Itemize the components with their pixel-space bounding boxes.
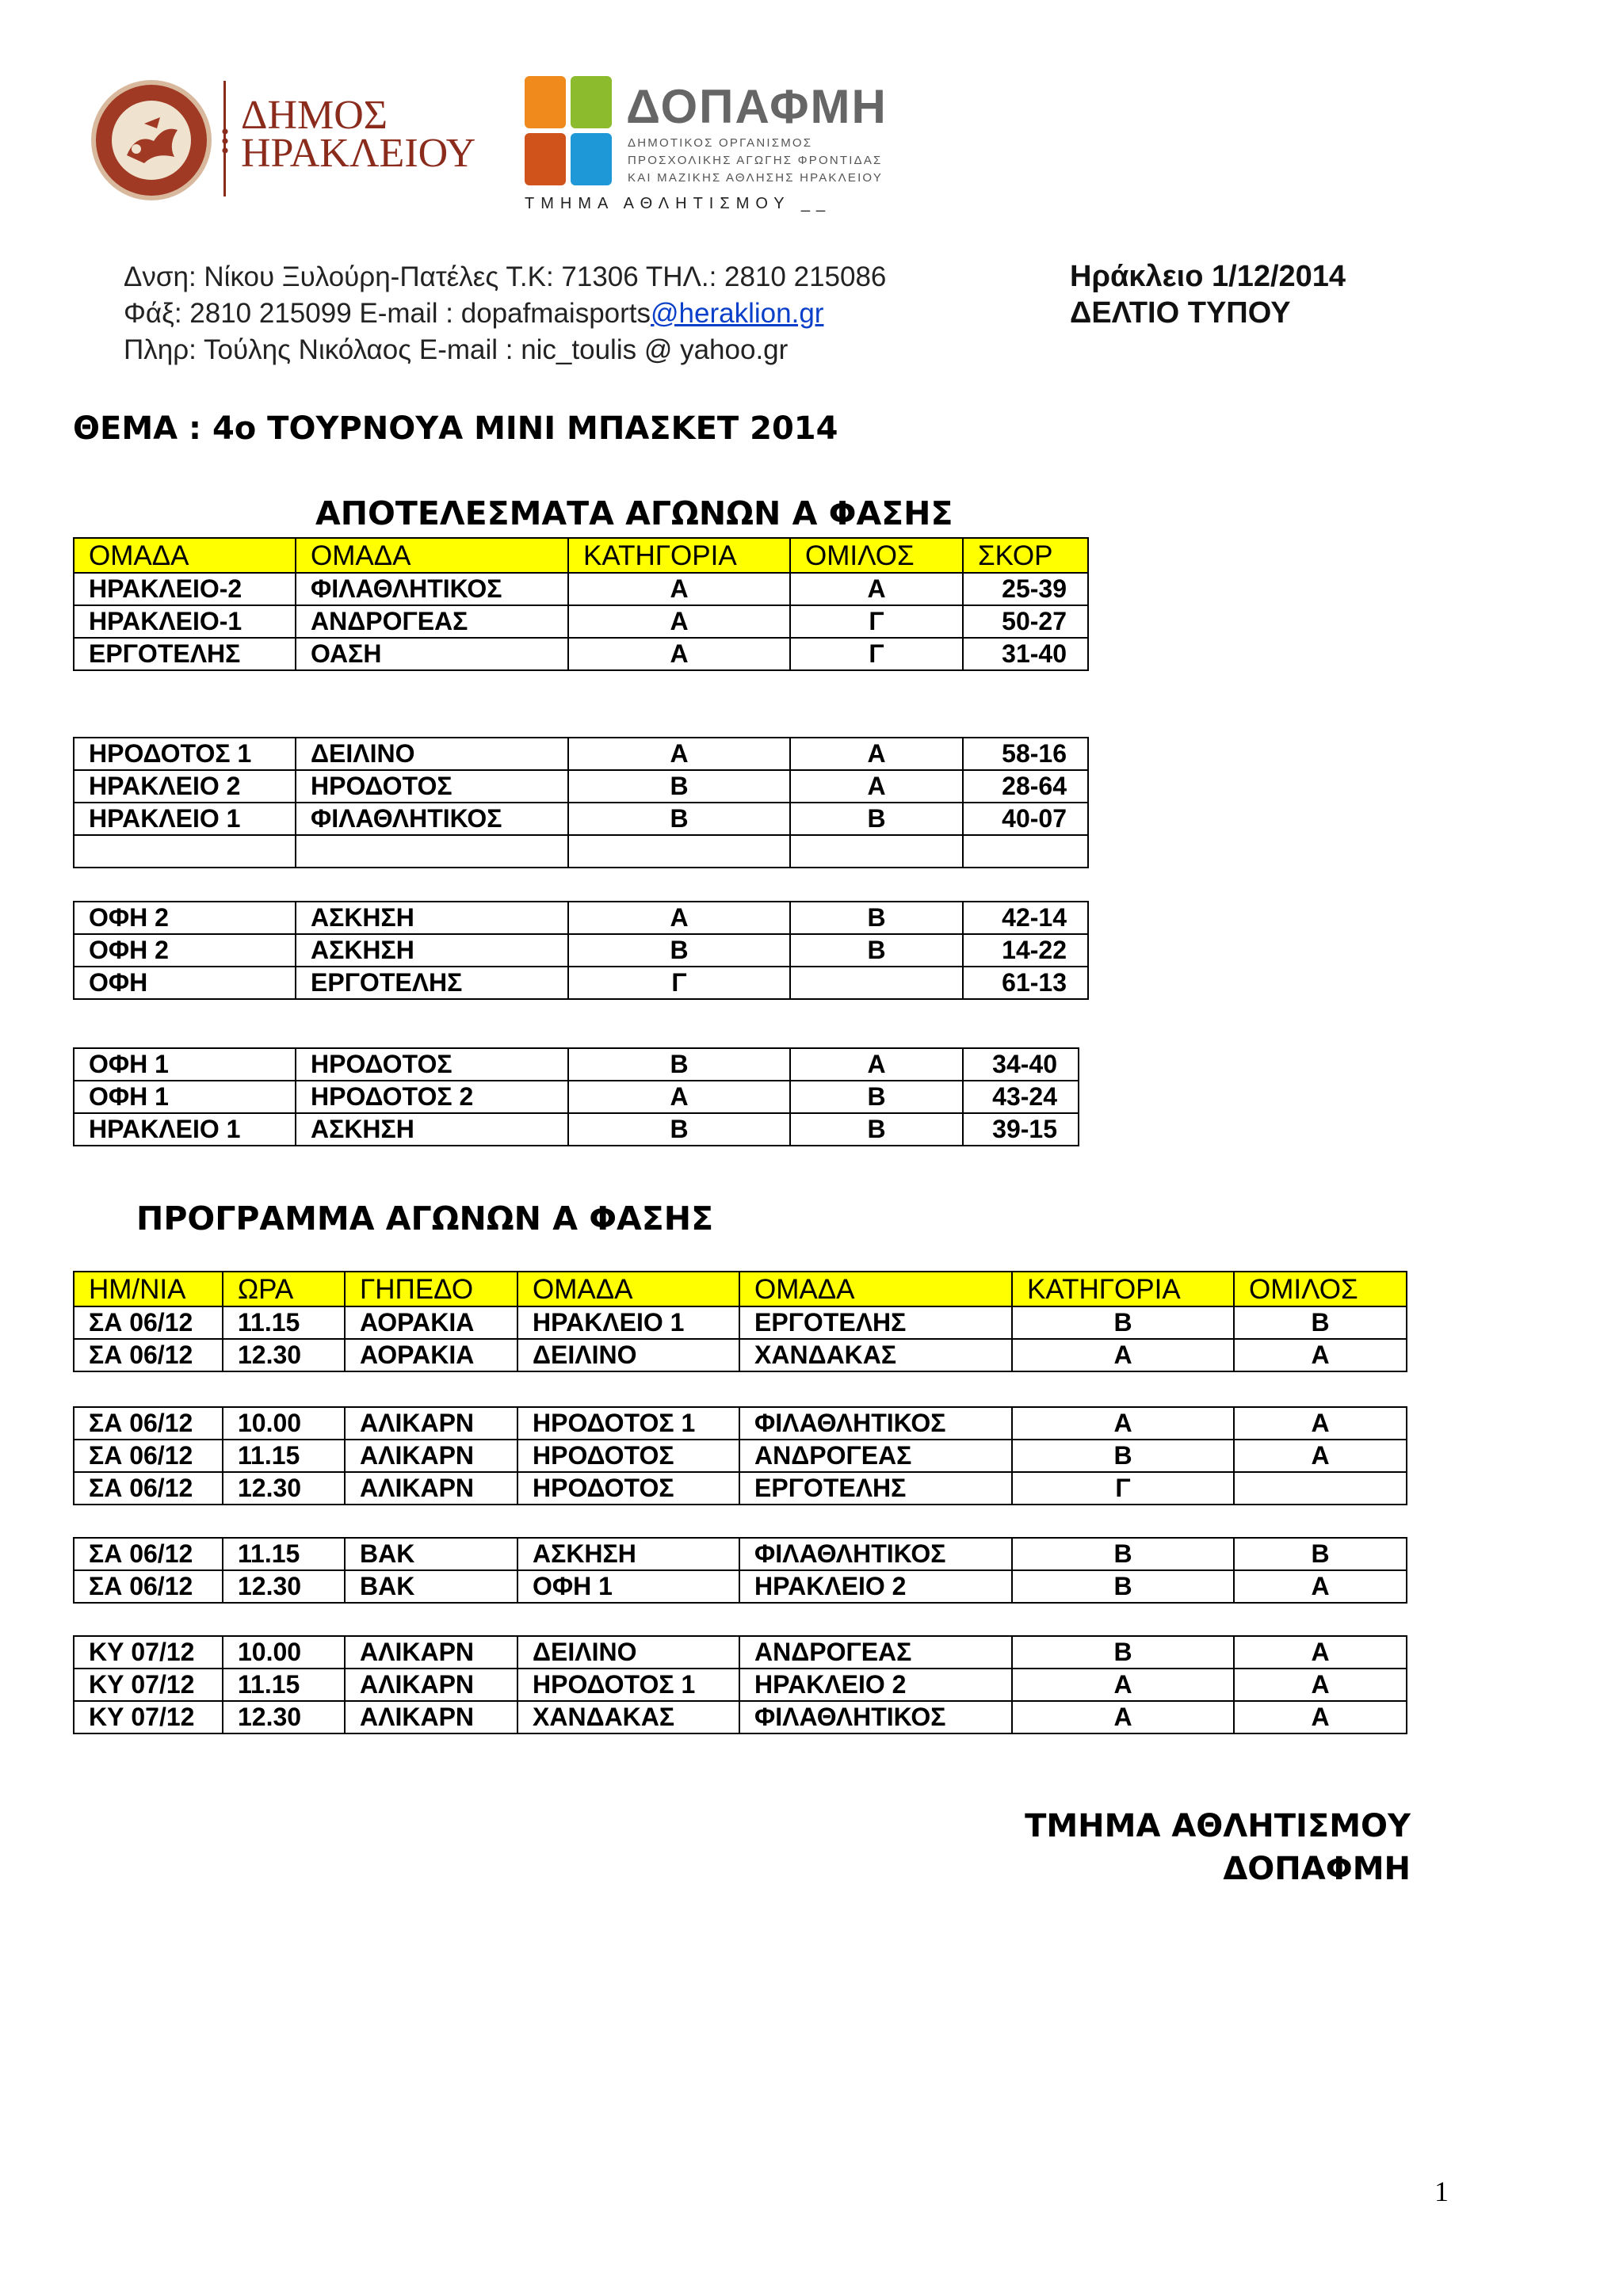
schedule-row-cell: Α bbox=[1234, 1339, 1407, 1371]
result-row-cell: ΟΦΗ bbox=[74, 967, 296, 999]
schedule-row-cell: ΑΟΡΑΚΙΑ bbox=[345, 1339, 517, 1371]
schedule-title: ΠΡΟΓΡΑΜΜΑ ΑΓΩΝΩΝ Α ΦΑΣΗΣ bbox=[136, 1199, 714, 1238]
schedule-row-cell: 12.30 bbox=[223, 1701, 345, 1733]
schedule-row bbox=[74, 1407, 1407, 1440]
header-date: ΗΜ/ΝΙΑ bbox=[74, 1272, 223, 1306]
schedule-row-cell: ΣΑ 06/12 bbox=[74, 1306, 223, 1339]
header-team-2: ΟΜΑΔΑ bbox=[296, 538, 568, 573]
header-group: ΟΜΙΛΟΣ bbox=[1234, 1272, 1407, 1306]
result-row-cell: 31-40 bbox=[963, 638, 1088, 670]
schedule-row-cell: ΗΡΟΔΟΤΟΣ 1 bbox=[517, 1407, 739, 1440]
result-row bbox=[74, 770, 1088, 803]
result-row-cell: 61-13 bbox=[963, 967, 1088, 999]
schedule-row-cell: Α bbox=[1234, 1701, 1407, 1733]
schedule-row-cell: ΚΥ 07/12 bbox=[74, 1636, 223, 1669]
result-row-cell: Α bbox=[790, 1048, 963, 1081]
result-row bbox=[74, 1113, 1079, 1146]
result-row-cell: ΑΣΚΗΣΗ bbox=[296, 902, 568, 934]
schedule-table-2-body bbox=[74, 1407, 1407, 1505]
result-row-cell: Α bbox=[568, 738, 790, 770]
schedule-row-cell: ΑΛΙΚΑΡΝ bbox=[345, 1636, 517, 1669]
schedule-row-cell: Α bbox=[1234, 1570, 1407, 1603]
result-row-cell: Β bbox=[568, 934, 790, 967]
result-row-cell: ΟΦΗ 1 bbox=[74, 1048, 296, 1081]
schedule-row-cell: 10.00 bbox=[223, 1636, 345, 1669]
schedule-row bbox=[74, 1669, 1407, 1701]
schedule-row-cell: ΚΥ 07/12 bbox=[74, 1701, 223, 1733]
result-row-cell bbox=[963, 835, 1088, 868]
result-row-cell bbox=[790, 835, 963, 868]
schedule-row-cell: ΔΕΙΛΙΝΟ bbox=[517, 1339, 739, 1371]
tile-runner-icon bbox=[525, 76, 566, 128]
result-row-cell: 40-07 bbox=[963, 803, 1088, 835]
schedule-row-cell: ΗΡΟΔΟΤΟΣ bbox=[517, 1440, 739, 1472]
result-row-cell: Α bbox=[568, 638, 790, 670]
schedule-row-cell: ΑΣΚΗΣΗ bbox=[517, 1538, 739, 1570]
schedule-row-cell: 10.00 bbox=[223, 1407, 345, 1440]
result-row bbox=[74, 573, 1088, 605]
schedule-row-cell: Α bbox=[1234, 1636, 1407, 1669]
result-row-cell: Β bbox=[568, 803, 790, 835]
result-row bbox=[74, 638, 1088, 670]
fax-email-text: Φάξ: 2810 215099 E-mail : dopafmaisports bbox=[124, 298, 651, 329]
results-table-2 bbox=[73, 737, 1089, 868]
dimos-dots bbox=[219, 127, 231, 154]
header-venue: ΓΗΠΕΔΟ bbox=[345, 1272, 517, 1306]
results-table-1 bbox=[73, 537, 1089, 671]
schedule-row-cell: ΑΛΙΚΑΡΝ bbox=[345, 1669, 517, 1701]
result-row-cell bbox=[568, 835, 790, 868]
result-row-cell: Α bbox=[790, 573, 963, 605]
result-row-cell: 39-15 bbox=[963, 1113, 1079, 1146]
result-row-cell: ΟΦΗ 2 bbox=[74, 902, 296, 934]
result-row-cell: ΦΙΛΑΘΛΗΤΙΚΟΣ bbox=[296, 573, 568, 605]
schedule-row bbox=[74, 1339, 1407, 1371]
results-table-4 bbox=[73, 1047, 1079, 1146]
result-row-cell: ΟΦΗ 1 bbox=[74, 1081, 296, 1113]
schedule-row-cell: ΑΛΙΚΑΡΝ bbox=[345, 1701, 517, 1733]
schedule-table-4 bbox=[73, 1635, 1407, 1734]
result-row-cell: 14-22 bbox=[963, 934, 1088, 967]
schedule-table-2 bbox=[73, 1406, 1407, 1505]
schedule-row-cell: Γ bbox=[1012, 1472, 1234, 1505]
schedule-row-cell: 12.30 bbox=[223, 1339, 345, 1371]
schedule-row-cell: 11.15 bbox=[223, 1538, 345, 1570]
result-row-cell: Γ bbox=[790, 638, 963, 670]
dopafmh-sub-2: ΠΡΟΣΧΟΛΙΚΗΣ ΑΓΩΓΗΣ ΦΡΟΝΤΙΔΑΣ bbox=[628, 154, 883, 167]
schedule-row bbox=[74, 1570, 1407, 1603]
header-category: ΚΑΤΗΓΟΡΙΑ bbox=[1012, 1272, 1234, 1306]
schedule-row-cell: ΣΑ 06/12 bbox=[74, 1440, 223, 1472]
result-row-cell: Β bbox=[568, 1113, 790, 1146]
tile-basketball-icon bbox=[525, 133, 566, 185]
result-row-cell: Γ bbox=[790, 605, 963, 638]
header-away-team: ΟΜΑΔΑ bbox=[739, 1272, 1012, 1306]
schedule-row-cell: ΣΑ 06/12 bbox=[74, 1538, 223, 1570]
header-time: ΩΡΑ bbox=[223, 1272, 345, 1306]
tile-football-icon bbox=[571, 133, 612, 185]
contact-line: Πληρ: Τούλης Νικόλαος E-mail : nic_toulis @ yahoo.gr bbox=[124, 334, 789, 365]
schedule-row-cell: ΗΡΑΚΛΕΙΟ 1 bbox=[517, 1306, 739, 1339]
dopafmh-sub-1: ΔΗΜΟΤΙΚΟΣ ΟΡΓΑΝΙΣΜΟΣ bbox=[628, 136, 813, 150]
schedule-row-cell: ΧΑΝΔΑΚΑΣ bbox=[739, 1339, 1012, 1371]
schedule-row-cell: ΑΛΙΚΑΡΝ bbox=[345, 1440, 517, 1472]
dopafmh-dept: ΤΜΗΜΑ ΑΘΛΗΤΙΣΜΟΥ __ bbox=[525, 195, 832, 212]
results-title: ΑΠΟΤΕΛΕΣΜΑΤΑ ΑΓΩΝΩΝ Α ΦΑΣΗΣ bbox=[315, 494, 953, 532]
result-row-cell: Γ bbox=[568, 967, 790, 999]
schedule-row-cell: 12.30 bbox=[223, 1472, 345, 1505]
result-row bbox=[74, 934, 1088, 967]
result-row-cell: ΑΣΚΗΣΗ bbox=[296, 1113, 568, 1146]
result-row bbox=[74, 738, 1088, 770]
schedule-row-cell: ΕΡΓΟΤΕΛΗΣ bbox=[739, 1306, 1012, 1339]
schedule-row-cell: ΑΟΡΑΚΙΑ bbox=[345, 1306, 517, 1339]
place-date: Ηράκλειο 1/12/2014 bbox=[1070, 260, 1346, 293]
schedule-row-cell: ΒΑΚ bbox=[345, 1570, 517, 1603]
schedule-row-cell: ΒΑΚ bbox=[345, 1538, 517, 1570]
header-home-team: ΟΜΑΔΑ bbox=[517, 1272, 739, 1306]
schedule-header-row bbox=[74, 1272, 1407, 1306]
schedule-row-cell bbox=[1234, 1472, 1407, 1505]
schedule-row-cell: Α bbox=[1012, 1701, 1234, 1733]
schedule-row-cell: Β bbox=[1012, 1306, 1234, 1339]
result-row-cell: ΗΡΑΚΛΕΙΟ 1 bbox=[74, 803, 296, 835]
schedule-row bbox=[74, 1701, 1407, 1733]
dimos-line-1: ΔΗΜΟΣ bbox=[241, 93, 388, 138]
result-row-cell: Β bbox=[568, 1048, 790, 1081]
schedule-row-cell: Α bbox=[1234, 1440, 1407, 1472]
result-row-cell: Β bbox=[790, 902, 963, 934]
dopafmh-logo bbox=[525, 76, 888, 219]
dopafmh-sub-3: ΚΑΙ ΜΑΖΙΚΗΣ ΑΘΛΗΣΗΣ ΗΡΑΚΛΕΙΟΥ bbox=[628, 171, 884, 185]
result-row-cell: Α bbox=[568, 605, 790, 638]
schedule-row-cell: ΗΡΟΔΟΤΟΣ 1 bbox=[517, 1669, 739, 1701]
schedule-row-cell: ΑΛΙΚΑΡΝ bbox=[345, 1472, 517, 1505]
result-row-cell: 43-24 bbox=[963, 1081, 1079, 1113]
result-row-cell: ΑΣΚΗΣΗ bbox=[296, 934, 568, 967]
dopafmh-name: ΔΟΠΑΦΜΗ bbox=[626, 80, 888, 133]
result-row-cell: ΗΡΑΚΛΕΙΟ 1 bbox=[74, 1113, 296, 1146]
schedule-row-cell: ΗΡΑΚΛΕΙΟ 2 bbox=[739, 1669, 1012, 1701]
result-row-cell: ΕΡΓΟΤΕΛΗΣ bbox=[296, 967, 568, 999]
schedule-row-cell: 11.15 bbox=[223, 1306, 345, 1339]
result-row-cell: Α bbox=[568, 1081, 790, 1113]
schedule-row-cell: Α bbox=[1234, 1669, 1407, 1701]
signature-organization: ΔΟΠΑΦΜΗ bbox=[1223, 1851, 1411, 1887]
schedule-table-1-body bbox=[74, 1272, 1407, 1371]
schedule-row-cell: ΕΡΓΟΤΕΛΗΣ bbox=[739, 1472, 1012, 1505]
result-row-cell: ΕΡΓΟΤΕΛΗΣ bbox=[74, 638, 296, 670]
results-table-3-body bbox=[74, 902, 1088, 999]
result-row-cell: ΗΡΑΚΛΕΙΟ 2 bbox=[74, 770, 296, 803]
result-row-cell: Α bbox=[790, 770, 963, 803]
results-table-3 bbox=[73, 901, 1089, 1000]
subject-line: ΘΕΜΑ : 4ο ΤΟΥΡΝΟΥΑ ΜΙΝΙ ΜΠΑΣΚΕΤ 2014 bbox=[73, 410, 838, 447]
page-number: 1 bbox=[1434, 2176, 1449, 2207]
result-row-cell: 28-64 bbox=[963, 770, 1088, 803]
schedule-row-cell: Β bbox=[1012, 1440, 1234, 1472]
schedule-row-cell: Α bbox=[1012, 1669, 1234, 1701]
result-row-cell: ΗΡΟΔΟΤΟΣ 2 bbox=[296, 1081, 568, 1113]
result-row-cell: ΟΦΗ 2 bbox=[74, 934, 296, 967]
schedule-row-cell: Β bbox=[1012, 1570, 1234, 1603]
schedule-table-3 bbox=[73, 1537, 1407, 1604]
result-row-cell: ΔΕΙΛΙΝΟ bbox=[296, 738, 568, 770]
schedule-row-cell: ΦΙΛΑΘΛΗΤΙΚΟΣ bbox=[739, 1407, 1012, 1440]
dimos-seal-icon bbox=[89, 78, 214, 203]
schedule-row-cell: ΗΡΑΚΛΕΙΟ 2 bbox=[739, 1570, 1012, 1603]
result-row bbox=[74, 605, 1088, 638]
schedule-row-cell: ΔΕΙΛΙΝΟ bbox=[517, 1636, 739, 1669]
result-row-cell: ΗΡΟΔΟΤΟΣ 1 bbox=[74, 738, 296, 770]
schedule-row bbox=[74, 1472, 1407, 1505]
result-row bbox=[74, 803, 1088, 835]
address-line: Δνση: Νίκου Ξυλούρη-Πατέλες Τ.Κ: 71306 ΤΗΛ.: 2810 215086 bbox=[124, 261, 887, 292]
dimos-wordmark bbox=[241, 93, 476, 176]
schedule-row-cell: ΦΙΛΑΘΛΗΤΙΚΟΣ bbox=[739, 1701, 1012, 1733]
result-row-cell: Α bbox=[790, 738, 963, 770]
schedule-table-4-body bbox=[74, 1636, 1407, 1733]
results-header-row bbox=[74, 538, 1088, 573]
schedule-row bbox=[74, 1306, 1407, 1339]
schedule-table-1 bbox=[73, 1271, 1407, 1372]
result-row-cell: ΟΑΣΗ bbox=[296, 638, 568, 670]
signature-department: ΤΜΗΜΑ ΑΘΛΗΤΙΣΜΟΥ bbox=[1025, 1808, 1411, 1844]
results-table-4-body bbox=[74, 1048, 1079, 1146]
schedule-row-cell: ΣΑ 06/12 bbox=[74, 1407, 223, 1440]
result-row-cell: 42-14 bbox=[963, 902, 1088, 934]
tile-swing-icon bbox=[571, 76, 612, 128]
header-team-1: ΟΜΑΔΑ bbox=[74, 538, 296, 573]
schedule-row bbox=[74, 1538, 1407, 1570]
result-row-cell bbox=[74, 835, 296, 868]
result-row-cell bbox=[296, 835, 568, 868]
schedule-row-cell: ΣΑ 06/12 bbox=[74, 1570, 223, 1603]
schedule-row-cell: 12.30 bbox=[223, 1570, 345, 1603]
schedule-row-cell: Α bbox=[1012, 1407, 1234, 1440]
results-table-1-body bbox=[74, 538, 1088, 670]
result-row bbox=[74, 902, 1088, 934]
result-row bbox=[74, 835, 1088, 868]
schedule-row-cell: ΣΑ 06/12 bbox=[74, 1339, 223, 1371]
result-row-cell: Α bbox=[568, 902, 790, 934]
result-row bbox=[74, 1048, 1079, 1081]
result-row-cell: 50-27 bbox=[963, 605, 1088, 638]
schedule-row-cell: Β bbox=[1012, 1636, 1234, 1669]
schedule-row-cell: 11.15 bbox=[223, 1669, 345, 1701]
result-row-cell: ΗΡΟΔΟΤΟΣ bbox=[296, 1048, 568, 1081]
email-link[interactable]: @heraklion.gr bbox=[651, 298, 824, 329]
result-row-cell: Β bbox=[568, 770, 790, 803]
result-row-cell: Β bbox=[790, 934, 963, 967]
schedule-row-cell: ΣΑ 06/12 bbox=[74, 1472, 223, 1505]
result-row bbox=[74, 967, 1088, 999]
dimos-line-2: ΗΡΑΚΛΕΙΟΥ bbox=[241, 131, 476, 176]
schedule-row bbox=[74, 1440, 1407, 1472]
schedule-row-cell: Α bbox=[1234, 1407, 1407, 1440]
schedule-row-cell: ΚΥ 07/12 bbox=[74, 1669, 223, 1701]
schedule-row-cell: ΗΡΟΔΟΤΟΣ bbox=[517, 1472, 739, 1505]
schedule-row-cell: ΑΝΔΡΟΓΕΑΣ bbox=[739, 1636, 1012, 1669]
result-row-cell: ΦΙΛΑΘΛΗΤΙΚΟΣ bbox=[296, 803, 568, 835]
fax-email-line bbox=[124, 298, 823, 330]
schedule-row-cell: ΑΛΙΚΑΡΝ bbox=[345, 1407, 517, 1440]
result-row-cell: ΗΡΑΚΛΕΙΟ-1 bbox=[74, 605, 296, 638]
schedule-row-cell: Β bbox=[1234, 1538, 1407, 1570]
result-row-cell: Β bbox=[790, 803, 963, 835]
schedule-row-cell: 11.15 bbox=[223, 1440, 345, 1472]
schedule-table-3-body bbox=[74, 1538, 1407, 1603]
result-row-cell: ΗΡΟΔΟΤΟΣ bbox=[296, 770, 568, 803]
header-score: ΣΚΟΡ bbox=[963, 538, 1088, 573]
document-type: ΔΕΛΤΙΟ ΤΥΠΟΥ bbox=[1070, 296, 1291, 330]
dopafmh-tiles-icon bbox=[525, 76, 613, 187]
result-row-cell: Α bbox=[568, 573, 790, 605]
schedule-row bbox=[74, 1636, 1407, 1669]
schedule-row-cell: ΦΙΛΑΘΛΗΤΙΚΟΣ bbox=[739, 1538, 1012, 1570]
schedule-row-cell: Β bbox=[1012, 1538, 1234, 1570]
header-group: ΟΜΙΛΟΣ bbox=[790, 538, 963, 573]
result-row-cell: 58-16 bbox=[963, 738, 1088, 770]
result-row-cell bbox=[790, 967, 963, 999]
schedule-row-cell: Β bbox=[1234, 1306, 1407, 1339]
result-row-cell: ΗΡΑΚΛΕΙΟ-2 bbox=[74, 573, 296, 605]
result-row-cell: Β bbox=[790, 1113, 963, 1146]
result-row bbox=[74, 1081, 1079, 1113]
result-row-cell: ΑΝΔΡΟΓΕΑΣ bbox=[296, 605, 568, 638]
schedule-row-cell: ΧΑΝΔΑΚΑΣ bbox=[517, 1701, 739, 1733]
result-row-cell: 25-39 bbox=[963, 573, 1088, 605]
schedule-row-cell: ΑΝΔΡΟΓΕΑΣ bbox=[739, 1440, 1012, 1472]
result-row-cell: Β bbox=[790, 1081, 963, 1113]
header-category: ΚΑΤΗΓΟΡΙΑ bbox=[568, 538, 790, 573]
dimos-logo bbox=[89, 76, 476, 203]
result-row-cell: 34-40 bbox=[963, 1048, 1079, 1081]
schedule-row-cell: Α bbox=[1012, 1339, 1234, 1371]
schedule-row-cell: ΟΦΗ 1 bbox=[517, 1570, 739, 1603]
results-table-2-body bbox=[74, 738, 1088, 868]
